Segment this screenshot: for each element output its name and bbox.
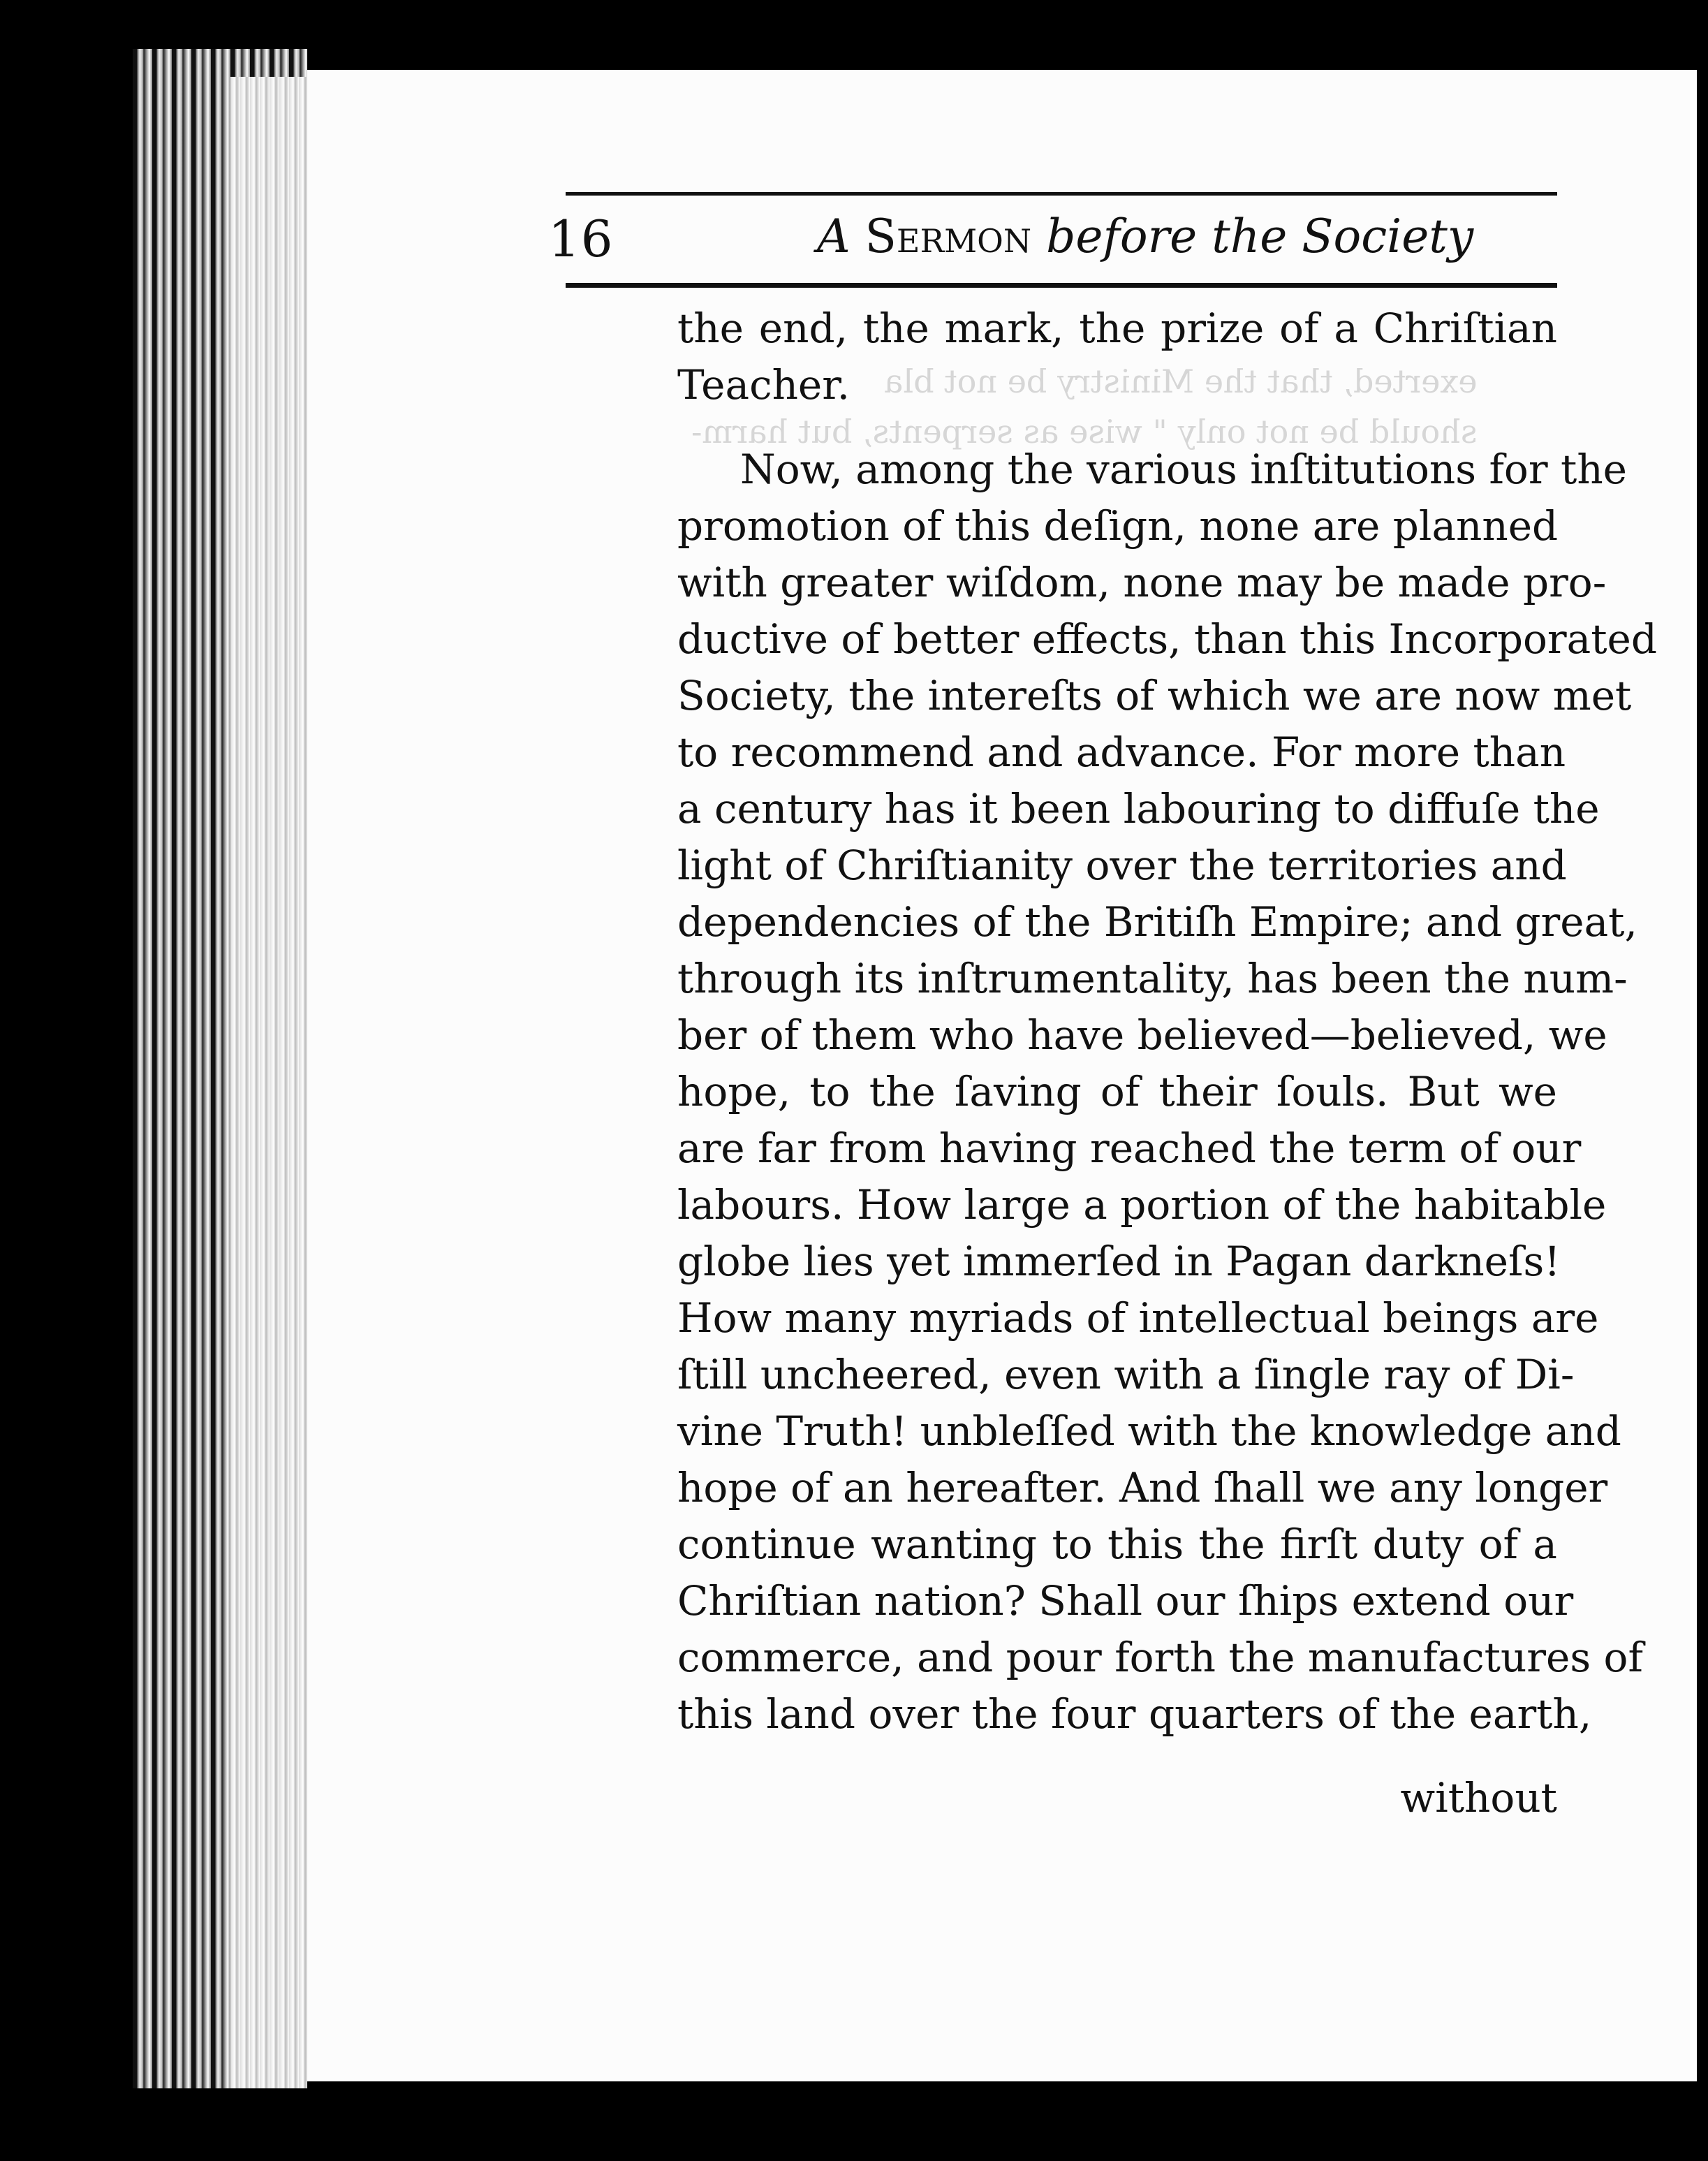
running-head-smallcaps: Sermon: [864, 210, 1032, 263]
text-line: through its inſtrumentality, has been the num-: [677, 955, 1628, 1002]
text-line: dependencies of the Britiſh Empire; and great,: [677, 898, 1637, 946]
bleed-line: should be not only " wise as serpents, but harm-: [691, 413, 1478, 450]
bleed-line: exerted, that the Ministry be not bla: [883, 362, 1478, 400]
header-rule-top: [566, 192, 1557, 196]
text-line: labours. How large a portion of the habitable: [677, 1181, 1607, 1229]
running-head-prefix: A: [817, 210, 851, 263]
text-line: hope, to the ſaving of their ſouls. But we: [677, 1068, 1557, 1115]
running-head: [817, 210, 1473, 263]
text-line: Chriſtian nation? Shall our ſhips extend our: [677, 1577, 1574, 1625]
header-rule-bottom: [566, 283, 1557, 288]
text-line: Teacher.: [677, 361, 851, 409]
text-line: the end, the mark, the prize of a Chriſtian: [677, 305, 1557, 352]
text-line: Society, the intereſts of which we are now met: [677, 672, 1632, 719]
text-line: ductive of better effects, than this Incorporated: [677, 615, 1657, 663]
catchword: without: [1400, 1774, 1557, 1822]
text-line: How many myriads of intellectual beings are: [677, 1294, 1599, 1342]
book-page-edges-inner: [230, 77, 307, 2088]
text-line: hope of an hereafter. And ſhall we any longer: [677, 1464, 1608, 1511]
text-line: ſtill uncheered, even with a ſingle ray of Di-: [677, 1351, 1575, 1398]
text-line: commerce, and pour forth the manufactures of: [677, 1634, 1643, 1681]
text-line: with greater wiſdom, none may be made pro-: [677, 559, 1607, 606]
text-line: to recommend and advance. For more than: [677, 728, 1566, 776]
text-line: vine Truth! unbleſſed with the knowledge and: [677, 1407, 1621, 1455]
running-head-rest: before the Society: [1046, 210, 1474, 263]
text-line: promotion of this deſign, none are planned: [677, 502, 1559, 550]
text-line: ber of them who have believed—believed, we: [677, 1011, 1607, 1059]
text-line: this land over the four quarters of the earth,: [677, 1690, 1592, 1738]
text-line: a century has it been labouring to diffuſe the: [677, 785, 1600, 833]
page-number: 16: [548, 210, 614, 268]
text-line: light of Chriſtianity over the territories and: [677, 842, 1567, 889]
text-line: continue wanting to this the firſt duty of a: [677, 1521, 1557, 1568]
paragraph-start-line: Now, among the various inſtitutions for the: [740, 446, 1627, 493]
text-line: globe lies yet immerſed in Pagan darkneſs!: [677, 1238, 1561, 1285]
text-line: are far from having reached the term of our: [677, 1125, 1582, 1172]
body-text: [677, 300, 1657, 1743]
